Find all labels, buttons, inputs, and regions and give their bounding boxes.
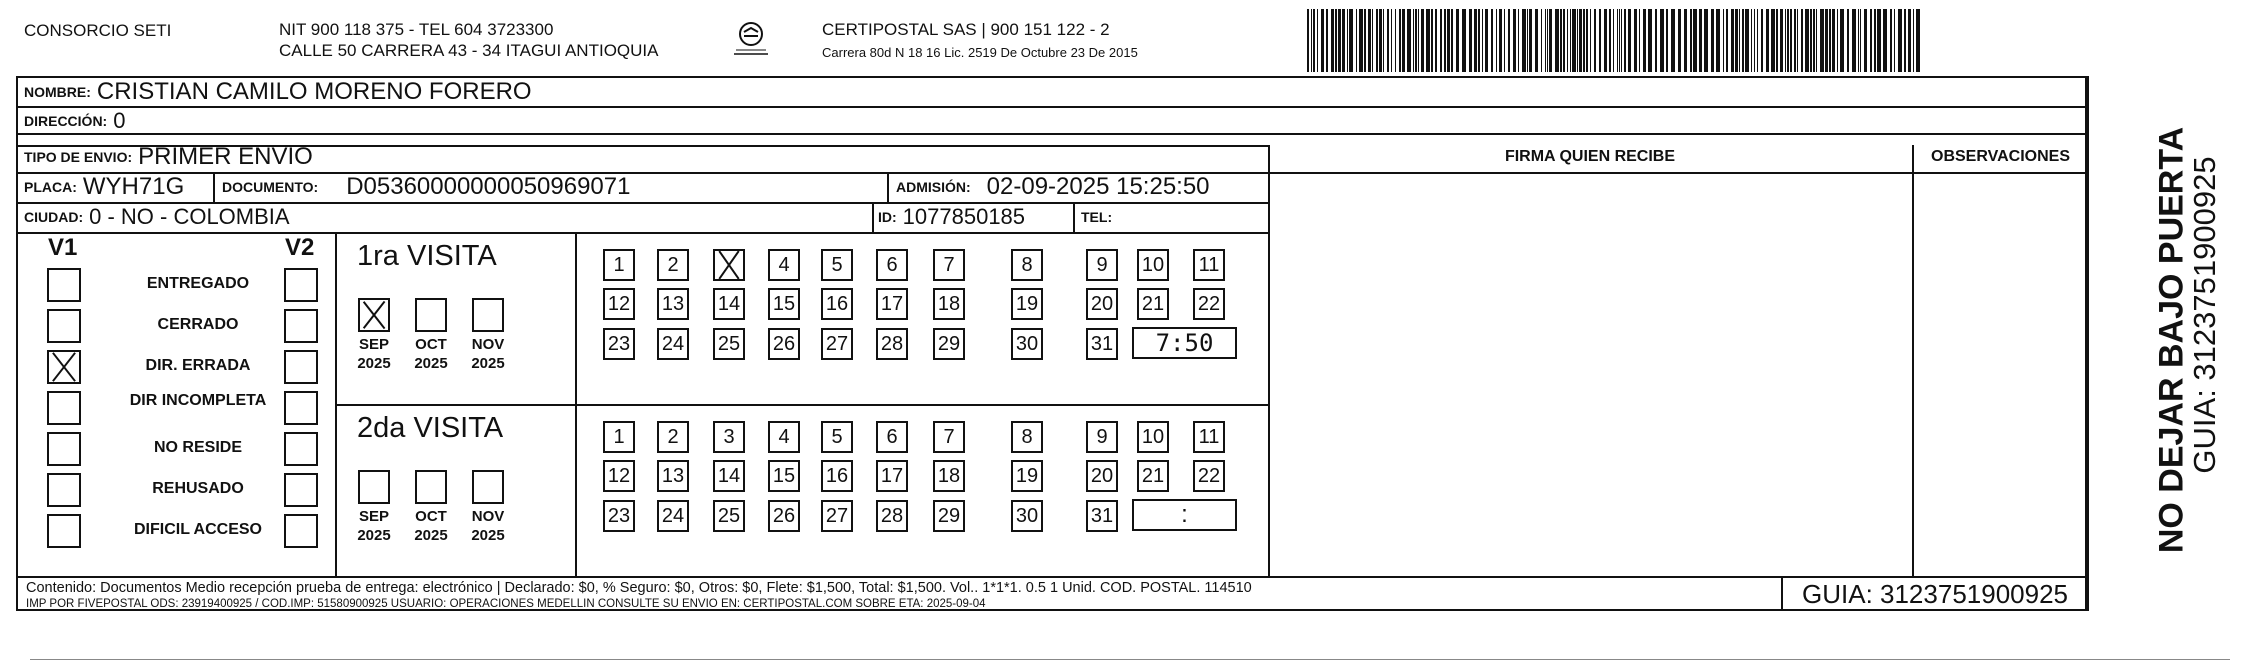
barcode-bar — [1771, 9, 1775, 72]
barcode-bar — [1529, 9, 1532, 72]
barcode-bar — [1634, 9, 1637, 72]
month-label: OCT 2025 — [414, 336, 448, 372]
barcode-bar — [1613, 9, 1614, 72]
barcode-bar — [1590, 9, 1591, 72]
barcode-bar — [1877, 9, 1881, 72]
barcode-bar — [1570, 9, 1571, 72]
barcode-bar — [1858, 9, 1859, 72]
reason-label: DIR. ERRADA — [145, 357, 251, 374]
barcode-bar — [1898, 9, 1902, 72]
barcode-bar — [1535, 9, 1538, 72]
barcode — [1307, 9, 1923, 72]
barcode-bar — [1541, 9, 1542, 72]
barcode-bar — [1560, 9, 1562, 72]
barcode-bar — [1462, 9, 1466, 72]
contenido-text: Contenido: Documentos Medio recepción prueba de entrega: electrónico | Declarado: $0, % Seguro: $0, Otros: $0, Flete: $1,500, Total: $1,500. Vol.. 1*1*1. 0.5 1 Unid. COD. POSTAL. 114510 — [26, 580, 1252, 596]
barcode-bar — [1496, 9, 1497, 72]
barcode-bar — [1555, 9, 1559, 72]
observaciones-label: OBSERVACIONES — [1931, 148, 2070, 165]
day-checkbox[interactable]: 25 — [713, 328, 745, 360]
barcode-bar — [1609, 9, 1611, 72]
barcode-bar — [1639, 9, 1640, 72]
barcode-bar — [1356, 9, 1357, 72]
barcode-bar — [1391, 9, 1392, 72]
month-label: OCT 2025 — [414, 508, 448, 544]
day-checkbox[interactable]: 9 — [1086, 249, 1118, 281]
barcode-bar — [1347, 9, 1348, 72]
barcode-bar — [1364, 9, 1366, 72]
carrier-line: CERTIPOSTAL SAS | 900 151 122 - 2 — [822, 20, 1110, 39]
barcode-bar — [1870, 9, 1872, 72]
barcode-bar — [1372, 9, 1373, 72]
barcode-bar — [1504, 9, 1505, 72]
license-line: Carrera 80d N 18 16 Lic. 2519 De Octubre 23 De 2015 — [822, 45, 1138, 60]
month-checkbox[interactable] — [415, 298, 447, 332]
placa-label: PLACA: — [24, 179, 77, 195]
day-checkbox[interactable]: 4 — [768, 421, 800, 453]
visit-time-box[interactable]: 7:50 — [1132, 327, 1237, 359]
barcode-bar — [1666, 9, 1668, 72]
barcode-bar — [1693, 9, 1697, 72]
barcode-bar — [1678, 9, 1681, 72]
barcode-bar — [1787, 9, 1789, 72]
day-checkbox[interactable]: 10 — [1137, 421, 1169, 453]
barcode-bar — [1776, 9, 1778, 72]
barcode-bar — [1742, 9, 1744, 72]
firma-label: FIRMA QUIEN RECIBE — [1504, 148, 1676, 165]
barcode-bar — [1711, 9, 1714, 72]
barcode-bar — [1395, 9, 1396, 72]
nombre-value: CRISTIAN CAMILO MORENO FORERO — [96, 78, 532, 105]
barcode-bar — [1402, 9, 1405, 72]
month-label: NOV 2025 — [471, 508, 505, 544]
barcode-bar — [1447, 9, 1450, 72]
reason-label: NO RESIDE — [153, 439, 242, 456]
day-checkbox[interactable]: 10 — [1137, 249, 1169, 281]
day-checkbox[interactable]: 12 — [603, 288, 635, 320]
day-checkbox[interactable]: 11 — [1193, 249, 1225, 281]
day-checkbox[interactable]: 18 — [933, 460, 965, 492]
barcode-bar — [1435, 9, 1437, 72]
barcode-bar — [1499, 9, 1502, 72]
barcode-bar — [1491, 9, 1493, 72]
direccion-value: 0 — [113, 107, 126, 133]
barcode-bar — [1916, 9, 1920, 72]
day-checkbox[interactable]: 22 — [1193, 460, 1225, 492]
month-label: NOV 2025 — [471, 336, 505, 372]
ciudad-value: 0 - NO - COLOMBIA — [89, 204, 290, 229]
barcode-bar — [1326, 9, 1328, 72]
day-checkbox[interactable]: 24 — [657, 328, 689, 360]
side-guia: GUIA: 3123751900925 — [2187, 156, 2222, 474]
documento-label: DOCUMENTO: — [222, 179, 319, 195]
barcode-bar — [1816, 9, 1817, 72]
barcode-bar — [1478, 9, 1480, 72]
id-value: 1077850185 — [902, 204, 1026, 229]
barcode-bar — [1387, 9, 1389, 72]
barcode-bar — [1735, 9, 1738, 72]
day-checkbox[interactable]: 9 — [1086, 421, 1118, 453]
barcode-bar — [1379, 9, 1382, 72]
barcode-bar — [1731, 9, 1734, 72]
day-checkbox[interactable]: 6 — [876, 421, 908, 453]
barcode-bar — [1628, 9, 1631, 72]
day-checkbox[interactable]: 8 — [1011, 249, 1043, 281]
day-checkbox[interactable]: 6 — [876, 249, 908, 281]
day-checkbox[interactable]: 3 — [713, 421, 745, 453]
no-dejar-bajo-puerta: NO DEJAR BAJO PUERTA — [2152, 126, 2191, 554]
admision-label: ADMISIÓN: — [896, 179, 971, 195]
barcode-bar — [1671, 9, 1675, 72]
v1-checkbox[interactable] — [47, 432, 81, 466]
v2-checkbox[interactable] — [284, 309, 318, 343]
day-checkbox[interactable]: 26 — [768, 500, 800, 532]
day-checkbox[interactable]: 30 — [1011, 500, 1043, 532]
reason-label: DIFICIL ACCESO — [133, 521, 262, 538]
month-checkbox[interactable] — [472, 470, 504, 504]
barcode-bar — [1840, 9, 1844, 72]
barcode-bar — [1805, 9, 1809, 72]
day-checkbox[interactable]: 27 — [821, 500, 853, 532]
v1-checkbox[interactable] — [47, 309, 81, 343]
day-checkbox[interactable]: 19 — [1011, 288, 1043, 320]
v2-checkbox[interactable] — [284, 514, 318, 548]
admision-value: 02-09-2025 15:25:50 — [986, 173, 1210, 200]
day-checkbox[interactable]: 5 — [821, 249, 853, 281]
ciudad-field — [24, 202, 290, 232]
barcode-bar — [1545, 9, 1546, 72]
barcode-bar — [1820, 9, 1824, 72]
imp-text: IMP POR FIVEPOSTAL ODS: 23919400925 / COD.IMP: 51580900925 USUARIO: OPERACIONES MEDELLIN CONSULTE SU ENVIO EN: CERTIPOSTAL.COM SOBRE ETA: 2025-09-04 — [26, 598, 986, 610]
barcode-bar — [1418, 9, 1419, 72]
day-checkbox[interactable]: 15 — [768, 460, 800, 492]
barcode-bar — [1716, 9, 1720, 72]
day-checkbox[interactable] — [713, 249, 745, 281]
barcode-bar — [1684, 9, 1687, 72]
barcode-bar — [1583, 9, 1585, 72]
address-line: CALLE 50 CARRERA 43 - 34 ITAGUI ANTIOQUIA — [279, 41, 659, 60]
day-checkbox[interactable]: 16 — [821, 288, 853, 320]
barcode-bar — [1874, 9, 1876, 72]
day-checkbox[interactable]: 8 — [1011, 421, 1043, 453]
barcode-bar — [1801, 9, 1803, 72]
day-checkbox[interactable]: 28 — [876, 500, 908, 532]
visit-title: 2da VISITA — [357, 412, 504, 444]
barcode-bar — [1655, 9, 1657, 72]
footer-guia: GUIA: 3123751900925 — [1802, 579, 2068, 609]
day-checkbox[interactable]: 16 — [821, 460, 853, 492]
barcode-bar — [1547, 9, 1548, 72]
day-checkbox[interactable]: 29 — [933, 500, 965, 532]
barcode-bar — [1794, 9, 1796, 72]
barcode-bar — [1617, 9, 1618, 72]
barcode-bar — [1313, 9, 1315, 72]
day-checkbox[interactable]: 13 — [657, 288, 689, 320]
day-checkbox[interactable]: 27 — [821, 328, 853, 360]
day-checkbox[interactable]: 1 — [603, 421, 635, 453]
day-checkbox[interactable]: 24 — [657, 500, 689, 532]
month-checkbox[interactable] — [472, 298, 504, 332]
barcode-bar — [1847, 9, 1849, 72]
barcode-bar — [1415, 9, 1417, 72]
day-checkbox[interactable]: 30 — [1011, 328, 1043, 360]
barcode-bar — [1860, 9, 1861, 72]
barcode-bar — [1624, 9, 1626, 72]
barcode-bar — [1594, 9, 1596, 72]
month-checkbox[interactable] — [358, 298, 390, 332]
day-checkbox[interactable]: 23 — [603, 500, 635, 532]
v1-checkbox[interactable] — [47, 473, 81, 507]
barcode-bar — [1852, 9, 1856, 72]
v1-checkbox[interactable] — [47, 268, 81, 302]
barcode-bar — [1413, 9, 1414, 72]
barcode-bar — [1444, 9, 1446, 72]
placa-field — [24, 172, 184, 202]
reason-label: CERRADO — [157, 316, 239, 333]
day-checkbox[interactable]: 17 — [876, 460, 908, 492]
barcode-bar — [1883, 9, 1887, 72]
barcode-bar — [1456, 9, 1460, 72]
v1-checkbox[interactable] — [47, 350, 81, 384]
barcode-bar — [1549, 9, 1552, 72]
month-checkbox[interactable] — [358, 470, 390, 504]
barcode-bar — [1751, 9, 1752, 72]
barcode-bar — [1785, 9, 1786, 72]
v1-checkbox[interactable] — [47, 391, 81, 425]
company-name: CONSORCIO SETI — [24, 21, 172, 40]
day-checkbox[interactable]: 13 — [657, 460, 689, 492]
day-checkbox[interactable]: 20 — [1086, 460, 1118, 492]
barcode-bar — [1331, 9, 1334, 72]
day-checkbox[interactable]: 14 — [713, 288, 745, 320]
barcode-bar — [1766, 9, 1769, 72]
direccion-field — [24, 107, 125, 134]
day-checkbox[interactable]: 4 — [768, 249, 800, 281]
barcode-bar — [1726, 9, 1728, 72]
day-checkbox[interactable]: 26 — [768, 328, 800, 360]
barcode-bar — [1522, 9, 1526, 72]
visit-title: 1ra VISITA — [357, 240, 497, 272]
reason-label: REHUSADO — [152, 480, 244, 497]
barcode-bar — [1723, 9, 1724, 72]
barcode-bar — [1577, 9, 1578, 72]
barcode-bar — [1864, 9, 1867, 72]
barcode-bar — [1485, 9, 1488, 72]
barcode-bar — [1648, 9, 1652, 72]
day-checkbox[interactable]: 2 — [657, 421, 689, 453]
barcode-bar — [1349, 9, 1353, 72]
day-checkbox[interactable]: 23 — [603, 328, 635, 360]
tipo-envio-label: TIPO DE ENVIO: — [24, 149, 133, 165]
tipo-envio-value: PRIMER ENVIO — [138, 143, 313, 170]
ciudad-label: CIUDAD: — [24, 209, 84, 225]
barcode-bar — [1904, 9, 1906, 72]
direccion-label: DIRECCIÓN: — [24, 112, 108, 129]
barcode-bar — [1359, 9, 1363, 72]
day-checkbox[interactable]: 5 — [821, 421, 853, 453]
day-checkbox[interactable]: 31 — [1086, 328, 1118, 360]
day-checkbox[interactable]: 15 — [768, 288, 800, 320]
day-checkbox[interactable]: 20 — [1086, 288, 1118, 320]
barcode-bar — [1586, 9, 1588, 72]
barcode-bar — [1407, 9, 1411, 72]
barcode-bar — [1399, 9, 1401, 72]
day-checkbox[interactable]: 18 — [933, 288, 965, 320]
barcode-bar — [1813, 9, 1815, 72]
barcode-bar — [1311, 9, 1312, 72]
barcode-bar — [1482, 9, 1483, 72]
barcode-bar — [1440, 9, 1442, 72]
barcode-bar — [1474, 9, 1477, 72]
barcode-bar — [1790, 9, 1792, 72]
barcode-bar — [1619, 9, 1620, 72]
day-checkbox[interactable]: 21 — [1137, 460, 1169, 492]
day-checkbox[interactable]: 28 — [876, 328, 908, 360]
barcode-bar — [1837, 9, 1838, 72]
barcode-bar — [1829, 9, 1831, 72]
v2-checkbox[interactable] — [284, 432, 318, 466]
barcode-bar — [1761, 9, 1763, 72]
barcode-bar — [1508, 9, 1510, 72]
barcode-bar — [1421, 9, 1424, 72]
barcode-bar — [1599, 9, 1601, 72]
tel-field — [1081, 202, 1118, 232]
barcode-bar — [1699, 9, 1702, 72]
barcode-bar — [1567, 9, 1568, 72]
day-checkbox[interactable]: 2 — [657, 249, 689, 281]
barcode-bar — [1913, 9, 1914, 72]
barcode-bar — [1621, 9, 1622, 72]
barcode-bar — [1376, 9, 1378, 72]
barcode-bar — [1431, 9, 1433, 72]
month-label: SEP 2025 — [357, 508, 391, 544]
barcode-bar — [1739, 9, 1740, 72]
day-checkbox[interactable]: 17 — [876, 288, 908, 320]
day-checkbox[interactable]: 25 — [713, 500, 745, 532]
barcode-bar — [1825, 9, 1828, 72]
v2-label: V2 — [285, 234, 315, 261]
day-checkbox[interactable]: 7 — [933, 249, 965, 281]
barcode-bar — [1338, 9, 1341, 72]
v1-checkbox[interactable] — [47, 514, 81, 548]
barcode-bar — [1757, 9, 1758, 72]
barcode-bar — [1780, 9, 1784, 72]
day-checkbox[interactable]: 29 — [933, 328, 965, 360]
certipostal-logo — [730, 20, 772, 60]
barcode-bar — [1643, 9, 1646, 72]
visit-time-box[interactable]: : — [1132, 499, 1237, 531]
barcode-bar — [1563, 9, 1565, 72]
v2-checkbox[interactable] — [284, 350, 318, 384]
id-label: ID: — [878, 209, 897, 225]
barcode-bar — [1704, 9, 1708, 72]
day-checkbox[interactable]: 22 — [1193, 288, 1225, 320]
barcode-bar — [1890, 9, 1892, 72]
documento-field — [222, 172, 630, 202]
barcode-bar — [1513, 9, 1516, 72]
barcode-bar — [1342, 9, 1345, 72]
barcode-bar — [1383, 9, 1384, 72]
barcode-bar — [1469, 9, 1472, 72]
documento-value: D05360000000050969071 — [346, 173, 631, 200]
v2-checkbox[interactable] — [284, 268, 318, 302]
tel-label: TEL: — [1081, 209, 1113, 225]
barcode-bar — [1810, 9, 1812, 72]
barcode-bar — [1908, 9, 1911, 72]
barcode-bar — [1579, 9, 1582, 72]
barcode-bar — [1527, 9, 1528, 72]
day-checkbox[interactable]: 14 — [713, 460, 745, 492]
nombre-field — [24, 77, 532, 107]
barcode-bar — [1451, 9, 1453, 72]
barcode-bar — [1894, 9, 1895, 72]
day-checkbox[interactable]: 11 — [1193, 421, 1225, 453]
tipo-envio-field — [24, 142, 313, 172]
barcode-bar — [1572, 9, 1576, 72]
reason-label: DIR INCOMPLETA — [129, 392, 267, 409]
id-field — [878, 202, 1025, 232]
reason-label: ENTREGADO — [146, 275, 250, 292]
barcode-bar — [1335, 9, 1337, 72]
v2-checkbox[interactable] — [284, 473, 318, 507]
barcode-bar — [1307, 9, 1309, 72]
barcode-bar — [1754, 9, 1755, 72]
v2-checkbox[interactable] — [284, 391, 318, 425]
admision-field — [896, 172, 1210, 202]
day-checkbox[interactable]: 1 — [603, 249, 635, 281]
barcode-bar — [1426, 9, 1430, 72]
day-checkbox[interactable]: 19 — [1011, 460, 1043, 492]
month-checkbox[interactable] — [415, 470, 447, 504]
placa-value: WYH71G — [82, 173, 185, 200]
day-checkbox[interactable]: 7 — [933, 421, 965, 453]
day-checkbox[interactable]: 12 — [603, 460, 635, 492]
barcode-bar — [1518, 9, 1519, 72]
barcode-bar — [1604, 9, 1607, 72]
day-checkbox[interactable]: 31 — [1086, 500, 1118, 532]
nombre-label: NOMBRE: — [24, 84, 91, 100]
barcode-bar — [1745, 9, 1749, 72]
barcode-bar — [1321, 9, 1324, 72]
barcode-bar — [1797, 9, 1798, 72]
barcode-bar — [1832, 9, 1835, 72]
v1-label: V1 — [48, 234, 78, 261]
day-checkbox[interactable]: 21 — [1137, 288, 1169, 320]
barcode-bar — [1317, 9, 1318, 72]
barcode-bar — [1368, 9, 1371, 72]
month-label: SEP 2025 — [357, 336, 391, 372]
barcode-bar — [1660, 9, 1664, 72]
barcode-bar — [1690, 9, 1692, 72]
nit-line: NIT 900 118 375 - TEL 604 3723300 — [279, 20, 554, 39]
